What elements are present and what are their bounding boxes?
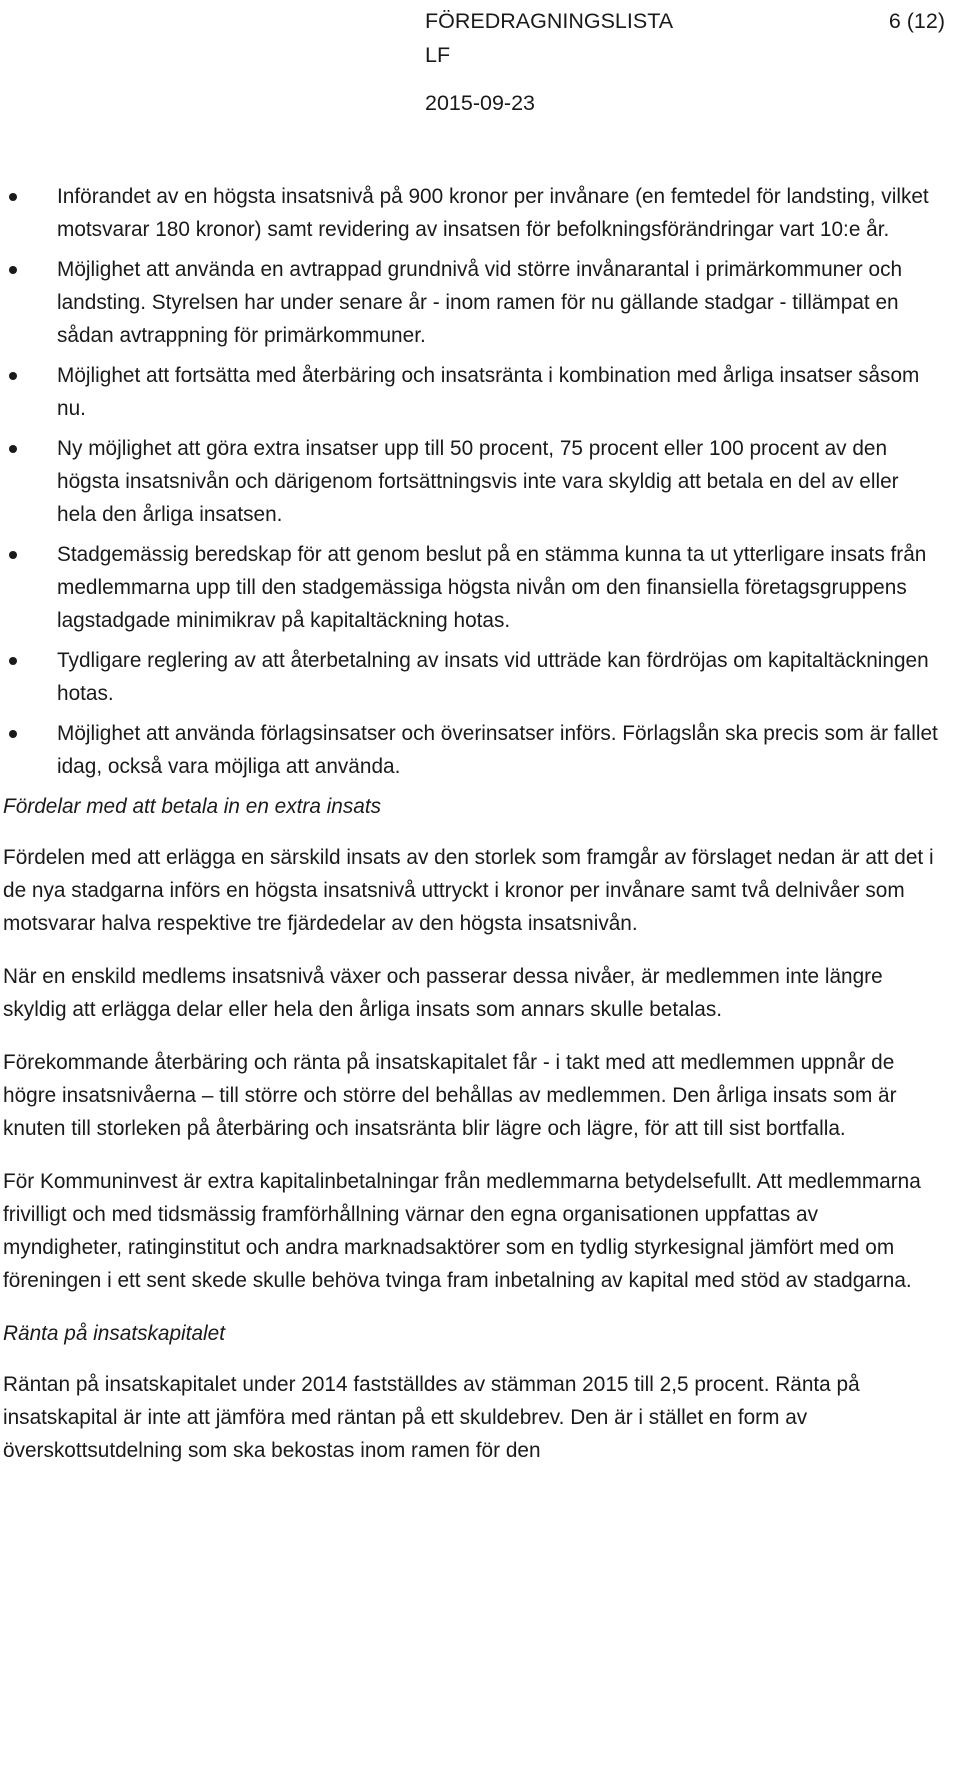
bullet-icon <box>9 193 17 201</box>
document-date: 2015-09-23 <box>425 91 535 115</box>
list-item-text: Ny möjlighet att göra extra insatser upp till 50 procent, 75 procent eller 100 procent av den högsta insatsnivån och därigenom fortsättningsvis inte vara skyldig att betala en del av eller hela den årliga insatsen. <box>57 437 899 526</box>
bullet-icon <box>9 445 17 453</box>
list-item <box>3 432 938 531</box>
section-heading-benefits: Fördelar med att betala in en extra insats <box>3 795 382 818</box>
page-number: 6 (12) <box>888 9 945 33</box>
document-title: FÖREDRAGNINGSLISTA <box>425 9 674 33</box>
bullet-icon <box>9 730 17 738</box>
section-heading-interest: Ränta på insatskapitalet <box>3 1322 225 1345</box>
paragraph: Fördelen med att erlägga en särskild insats av den storlek som framgår av förslaget nedan är att det i de nya stadgarna införs en högsta insatsnivå uttryckt i kronor per invånare samt två delnivåer som motsvarar halva respektive tre fjärdedelar av den högsta insatsnivån. <box>3 846 934 935</box>
paragraph: Räntan på insatskapitalet under 2014 fastställdes av stämman 2015 till 2,5 procent. Ränta på insatskapital är inte att jämföra med räntan på ett skuldebrev. Den är i stället en form av överskottsutdelning som ska bekostas inom ramen för den <box>3 1373 860 1462</box>
list-item-text: Möjlighet att använda en avtrappad grundnivå vid större invånarantal i primärkommuner och landsting. Styrelsen har under senare år - inom ramen för nu gällande stadgar - tillämpat en sådan avtrappning för primärkommuner. <box>57 258 903 347</box>
paragraph: För Kommuninvest är extra kapitalinbetalningar från medlemmarna betydelsefullt. Att medlemmarna frivilligt och med tidsmässig framförhållning värnar den egna organisationen uppfattas av myndigheter, ratinginstitut och andra marknadsaktörer som en tydlig styrkesignal jämfört med om föreningen i ett sent skede skulle behöva tvinga fram inbetalning av kapital med stöd av stadgarna. <box>3 1170 921 1292</box>
list-item <box>3 644 938 710</box>
bullet-icon <box>9 266 17 274</box>
list-item-text: Möjlighet att använda förlagsinsatser och överinsatser införs. Förlagslån ska precis som är fallet idag, också vara möjliga att använda. <box>57 722 938 778</box>
document-body <box>3 180 938 1487</box>
bullet-list <box>3 180 938 783</box>
list-item <box>3 359 938 425</box>
list-item-text: Införandet av en högsta insatsnivå på 900 kronor per invånare (en femtedel för landsting, vilket motsvarar 180 kronor) samt revidering av insatsen för befolkningsförändringar vart 10:e år. <box>57 185 929 241</box>
list-item-text: Möjlighet att fortsätta med återbäring och insatsränta i kombination med årliga insatser såsom nu. <box>57 364 920 420</box>
list-item <box>3 253 938 352</box>
organization-code: LF <box>425 43 451 67</box>
paragraph: Förekommande återbäring och ränta på insatskapitalet får - i takt med att medlemmen uppnår de högre insatsnivåerna – till större och större del behållas av medlemmen. Den årliga insats som är knuten till storleken på återbäring och insatsränta blir lägre och lägre, för att till sist bortfalla. <box>3 1051 897 1140</box>
list-item <box>3 717 938 783</box>
page-header <box>425 4 945 120</box>
bullet-icon <box>9 372 17 380</box>
list-item-text: Tydligare reglering av att återbetalning av insats vid utträde kan fördröjas om kapitaltäckningen hotas. <box>57 649 929 705</box>
list-item <box>3 538 938 637</box>
bullet-icon <box>9 551 17 559</box>
list-item <box>3 180 938 246</box>
bullet-icon <box>9 657 17 665</box>
list-item-text: Stadgemässig beredskap för att genom beslut på en stämma kunna ta ut ytterligare insats från medlemmarna upp till den stadgemässiga högsta nivån om den finansiella företagsgruppens lagstadgade minimikrav på kapitaltäckning hotas. <box>57 543 927 632</box>
paragraph: När en enskild medlems insatsnivå växer och passerar dessa nivåer, är medlemmen inte längre skyldig att erlägga delar eller hela den årliga insats som annars skulle betalas. <box>3 965 883 1021</box>
